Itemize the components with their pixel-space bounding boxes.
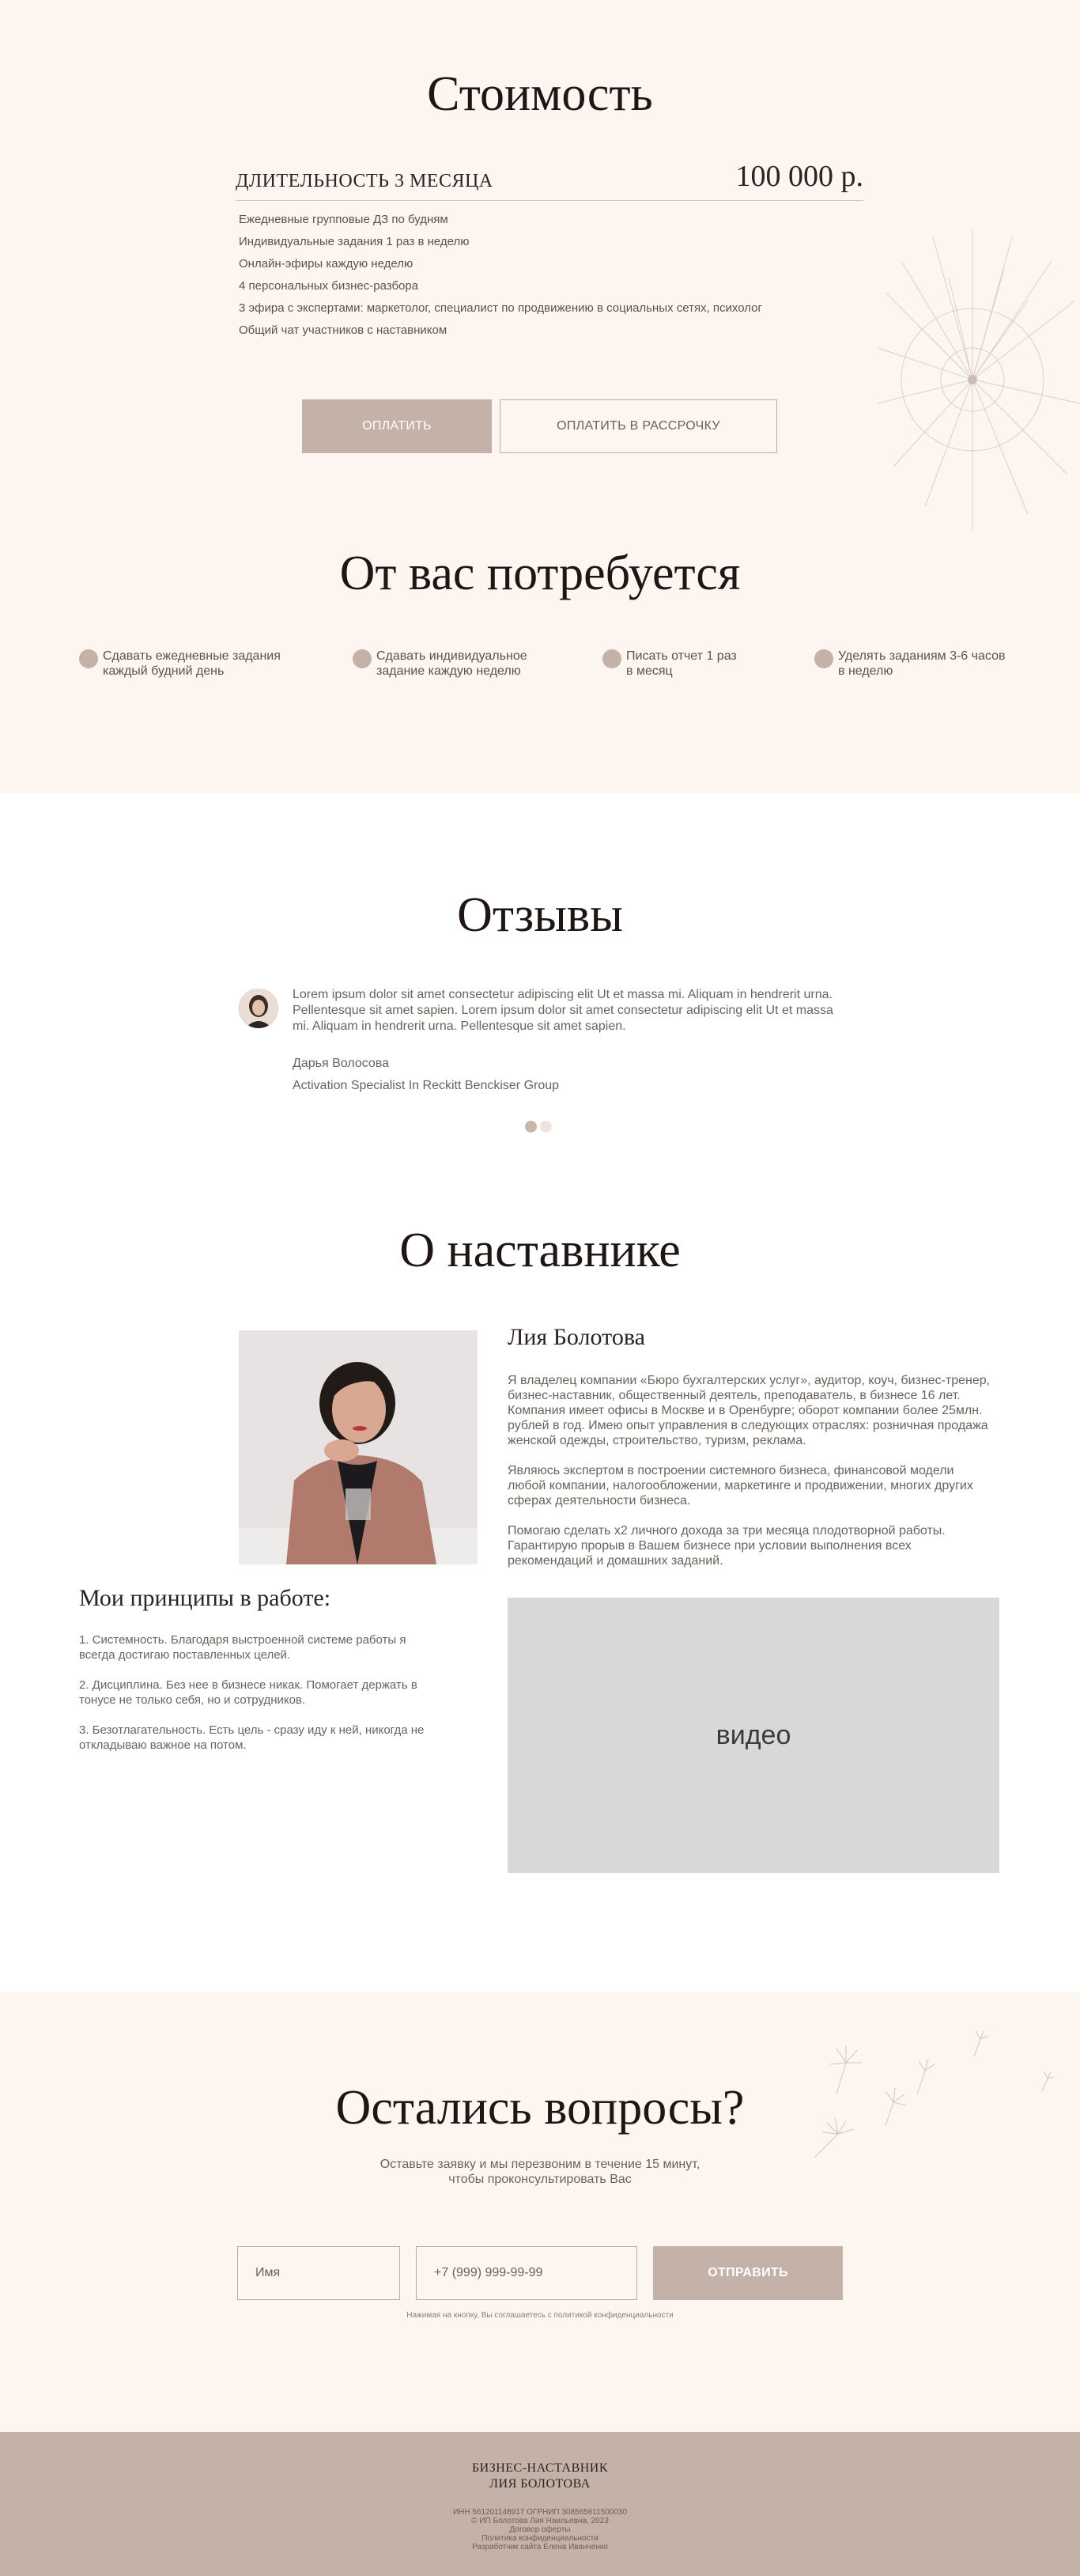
mentor-name: Лия Болотова — [508, 1324, 645, 1350]
feature-item: Ежедневные групповые ДЗ по будням — [239, 213, 448, 226]
principle-item: 2. Дисциплина. Без нее в бизнесе никак. Помогает держать в тонусе не только себя, но и сотрудников. — [79, 1678, 417, 1707]
bullet-dot-icon — [79, 649, 98, 668]
price-amount: 100 000 р. — [735, 160, 863, 193]
bio-paragraph: Я владелец компании «Бюро бухгалтерских услуг», аудитор, коуч, бизнес-тренер, бизнес-наставник, общественный деятель, преподаватель, в бизнесе 16 лет. Компания имеет офисы в Москве и в Оренбурге; оборот компании более 25млн. рублей в год. Имею опыт управления в следующих отраслях: розничная продажа женской одежды, строительство, туризм, реклама. — [508, 1374, 991, 1447]
principles-title: Мои принципы в работе: — [79, 1585, 331, 1611]
bio-paragraph: Помогаю сделать х2 личного дохода за три месяца плодотворной работы. Гарантирую прорыв в Вашем бизнесе при условии выполнения всех рекомендаций и домашних заданий. — [508, 1524, 946, 1568]
requirement-item — [353, 649, 527, 679]
feature-item: Общий чат участников с наставником — [239, 323, 447, 337]
requirement-item — [79, 649, 281, 679]
consent-note: Нажимая на кнопку, Вы соглашаетесь с политикой конфиденциальности — [406, 2311, 674, 2320]
reviewer-photo-icon — [239, 989, 278, 1028]
questions-title: Остались вопросы? — [335, 2081, 745, 2135]
video-player[interactable]: видео — [508, 1598, 999, 1873]
requirements-title: От вас потребуется — [339, 547, 741, 600]
principle-item: 1. Системность. Благодаря выстроенной системе работы я всегда достигаю поставленных целей. — [79, 1633, 406, 1662]
submit-button[interactable]: ОТПРАВИТЬ — [653, 2246, 843, 2300]
slider-dots — [525, 1121, 552, 1133]
duration-label: ДЛИТЕЛЬНОСТЬ 3 МЕСЯЦА — [236, 171, 493, 191]
requirement-line: Писать отчет 1 раз — [626, 649, 737, 663]
requirement-item — [814, 649, 1005, 679]
bullet-dot-icon — [602, 649, 621, 668]
bullet-dot-icon — [353, 649, 372, 668]
developer-link[interactable]: Разработчик сайта Елена Иванченко — [472, 2543, 608, 2551]
pricing-title: Стоимость — [427, 67, 653, 121]
requirement-line: Сдавать индивидуальное — [376, 649, 527, 663]
questions-subtitle — [0, 2157, 1080, 2187]
footer — [0, 2432, 1080, 2576]
requirement-line: Уделять заданиям 3-6 часов — [838, 649, 1006, 663]
requirement-line: Сдавать ежедневные задания — [103, 649, 281, 663]
name-input[interactable]: Имя — [237, 2246, 400, 2300]
slider-dot-1[interactable] — [525, 1121, 537, 1133]
features-list — [239, 212, 762, 345]
principles-list — [79, 1632, 443, 1768]
requirement-line: задание каждую неделю — [376, 664, 521, 678]
feature-item: Онлайн-эфиры каждую неделю — [239, 257, 413, 270]
brand-line: ЛИЯ БОЛОТОВА — [489, 2477, 591, 2491]
pay-button[interactable]: ОПЛАТИТЬ — [302, 399, 492, 453]
subtitle-line: Оставьте заявку и мы перезвоним в течение 15 минут, — [380, 2158, 700, 2171]
requirement-line: каждый будний день — [103, 664, 225, 678]
slider-dot-2[interactable] — [540, 1121, 552, 1133]
reviews-title: Отзывы — [457, 888, 623, 942]
mentor-title: О наставнике — [399, 1224, 681, 1277]
feature-item: 4 персональных бизнес-разбора — [239, 279, 419, 293]
avatar — [239, 989, 278, 1028]
questions-section — [0, 1992, 1080, 2432]
footer-meta — [0, 2508, 1080, 2551]
copyright: © ИП Болотова Лия Наильевна, 2023 — [471, 2517, 609, 2525]
requirement-line: в месяц — [626, 664, 673, 678]
dandelion-decoration-icon — [870, 214, 1080, 546]
requirement-line: в неделю — [838, 664, 893, 678]
subtitle-line: чтобы проконсультировать Вас — [448, 2173, 632, 2186]
bullet-dot-icon — [814, 649, 833, 668]
pay-installment-button[interactable]: ОПЛАТИТЬ В РАССРОЧКУ — [500, 399, 777, 453]
requirements-list — [0, 649, 1080, 696]
brand-line: БИЗНЕС-НАСТАВНИК — [471, 2461, 609, 2475]
phone-input[interactable]: +7 (999) 999-99-99 — [416, 2246, 637, 2300]
privacy-link[interactable]: Политика конфиденциальности — [481, 2534, 599, 2543]
review-text: Lorem ipsum dolor sit amet consectetur adipiscing elit Ut et massa mi. Aliquam in hendrerit urna. Pellentesque sit amet sapien. Lorem ipsum dolor sit amet consectetur adipiscing elit Ut et massa mi. Aliquam in hendrerit urna. Pellentesque sit amet sapien. — [293, 988, 833, 1033]
principle-item: 3. Безотлагательность. Есть цель - сразу иду к ней, никогда не откладываю важное на потом. — [79, 1723, 425, 1752]
reviewer-name: Дарья Волосова — [293, 1057, 390, 1070]
feature-item: Индивидуальные задания 1 раз в неделю — [239, 235, 470, 248]
legal-ids: ИНН 561201148917 ОГРНИП 308565611500030 — [452, 2508, 628, 2517]
mentor-bio — [508, 1373, 995, 1583]
requirement-item — [602, 649, 737, 679]
offer-link[interactable]: Договор оферты — [509, 2525, 571, 2534]
price-row — [236, 158, 863, 201]
bio-paragraph: Являюсь экспертом в построении системного бизнеса, финансовой модели любой компании, налогообложении, маркетинге и продвижении, многих других сферах деятельности бизнеса. — [508, 1464, 973, 1507]
mentor-photo — [239, 1330, 478, 1564]
footer-brand — [0, 2461, 1080, 2492]
feature-item: 3 эфира с экспертами: маркетолог, специалист по продвижению в социальных сетях, психолог — [239, 301, 762, 315]
mentor-portrait-icon — [239, 1330, 478, 1564]
pricing-section — [0, 0, 1080, 793]
reviewer-role: Activation Specialist In Reckitt Benckiser Group — [293, 1079, 560, 1092]
